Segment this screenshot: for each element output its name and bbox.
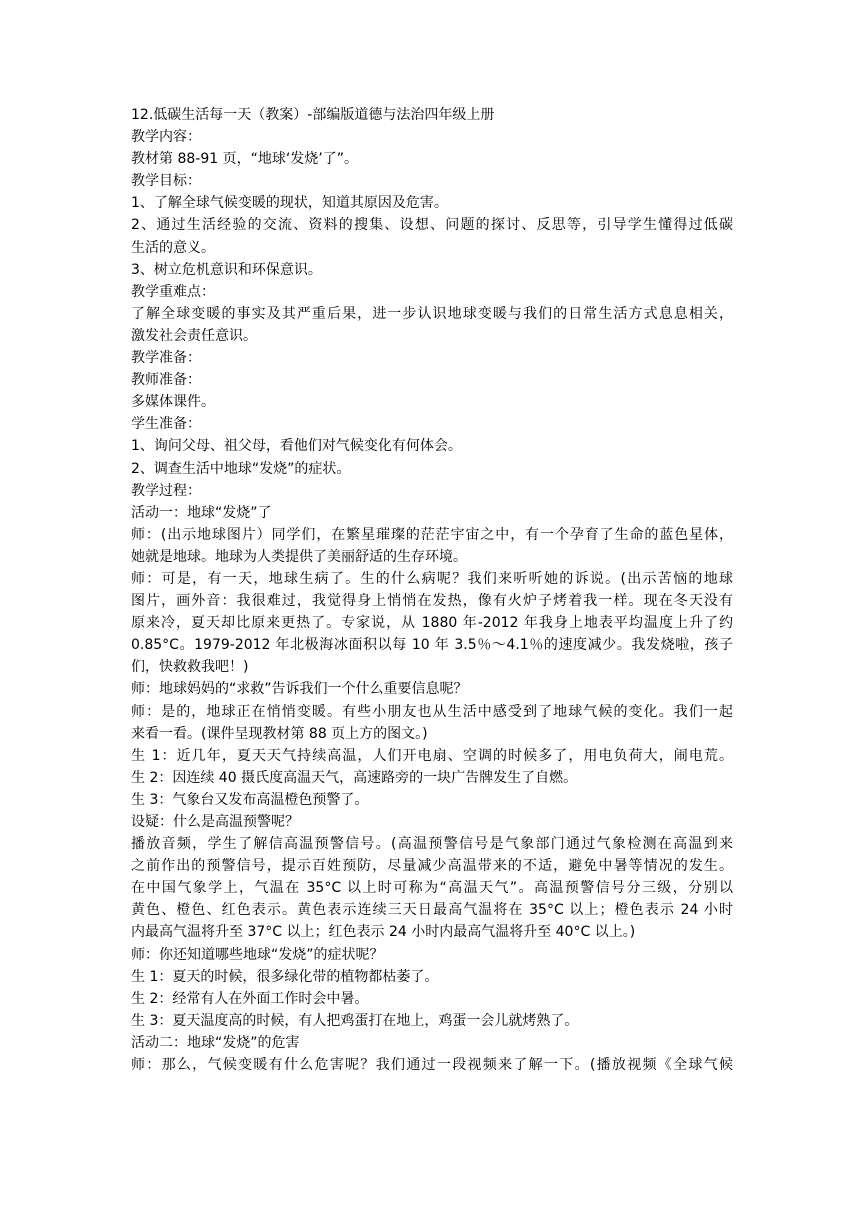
text-line: 生活的意义。: [131, 239, 215, 256]
text-line: 教师准备：: [131, 372, 201, 389]
text-line: 师：你还知道哪些地球“发烧”的症状呢？: [131, 946, 384, 963]
text-line: 多媒体课件。: [131, 394, 215, 411]
text-line: 3、树立危机意识和环保意识。: [131, 261, 322, 278]
text-line: 师：是的，地球正在悄悄变暖。有些小朋友也从生活中感受到了地球气候的变化。我们一起: [131, 703, 733, 720]
text-line: 活动一：地球“发烧”了: [131, 504, 272, 521]
text-line: 教学准备：: [131, 350, 201, 367]
text-line: 2、通过生活经验的交流、资料的搜集、设想、问题的探讨、反思等，引导学生懂得过低碳: [131, 217, 733, 234]
text-line: 原来冷，夏天却比原来更热了。专家说，从 1880 年-2012 年我身上地表平均温度上升了约: [131, 615, 733, 632]
text-line: 1、询问父母、祖父母，看他们对气候变化有何体会。: [131, 438, 462, 455]
text-line: 了解全球变暖的事实及其严重后果，进一步认识地球变暖与我们的日常生活方式息息相关，: [131, 305, 733, 322]
text-line: 生 1：夏天的时候，很多绿化带的植物都枯萎了。: [131, 968, 439, 985]
text-line: 2、调查生活中地球“发烧”的症状。: [131, 460, 351, 477]
text-line: 教学过程：: [131, 482, 201, 499]
text-line: 生 3：夏天温度高的时候，有人把鸡蛋打在地上，鸡蛋一会儿就烤熟了。: [131, 1012, 579, 1029]
text-line: 师：可是，有一天，地球生病了。生的什么病呢？我们来听听她的诉说。(出示苦恼的地球: [131, 570, 733, 587]
text-line: 教学内容：: [131, 129, 201, 146]
text-line: 她就是地球。地球为人类提供了美丽舒适的生存环境。: [131, 548, 467, 565]
text-line: 学生准备：: [131, 416, 201, 433]
text-line: 内最高气温将升至 37°C 以上；红色表示 24 小时内最高气温将升至 40°C 以上。): [131, 924, 636, 941]
document-title: 12.低碳生活每一天（教案）-部编版道德与法治四年级上册: [131, 107, 495, 123]
text-line: 师：那么，气候变暖有什么危害呢？我们通过一段视频来了解一下。(播放视频《全球气候: [131, 1057, 733, 1074]
document-body: [131, 104, 733, 1076]
text-line: 1、了解全球气候变暖的现状，知道其原因及危害。: [131, 195, 448, 212]
text-line: 教学目标：: [131, 173, 201, 190]
text-line: 0.85°C。1979-2012 年北极海冰面积以每 10 年 3.5％～4.1％的速度减少。我发烧啦，孩子: [131, 637, 733, 654]
text-line: 们，快救救我吧！): [131, 659, 249, 676]
text-line: 师：地球妈妈的“求救”告诉我们一个什么重要信息呢？: [131, 681, 468, 698]
text-line: 设疑：什么是高温预警呢？: [131, 814, 299, 830]
text-line: 生 2：因连续 40 摄氏度高温天气，高速路旁的一块广告牌发生了自燃。: [131, 769, 578, 786]
text-line: 黄色、橙色、红色表示。黄色表示连续三天日最高气温将在 35°C 以上；橙色表示 24 小时: [131, 902, 733, 919]
text-line: 生 2：经常有人在外面工作时会中暑。: [131, 990, 369, 1007]
text-line: 图片，画外音：我很难过，我觉得身上悄悄在发热，像有火炉子烤着我一样。现在冬天没有: [131, 593, 733, 610]
text-line: 教材第 88-91 页，“地球‘发烧’了”。: [131, 151, 358, 168]
text-line: 师：(出示地球图片）同学们，在繁星璀璨的茫茫宇宙之中，有一个孕育了生命的蓝色星体，: [131, 526, 733, 543]
text-line: 生 3：气象台又发布高温橙色预警了。: [131, 791, 369, 808]
text-line: 激发社会责任意识。: [131, 327, 257, 344]
text-line: 来看一看。(课件呈现教材第 88 页上方的图文。): [131, 725, 428, 742]
text-line: 教学重难点：: [131, 283, 215, 300]
text-line: 在中国气象学上，气温在 35°C 以上时可称为“高温天气”。高温预警信号分三级，分别以: [131, 880, 733, 897]
text-line: 播放音频，学生了解信高温预警信号。(高温预警信号是气象部门通过气象检测在高温到来: [131, 836, 733, 853]
text-line: 生 1：近几年，夏天天气持续高温，人们开电扇、空调的时候多了，用电负荷大，闹电荒。: [131, 747, 733, 764]
text-line: 活动二：地球“发烧”的危害: [131, 1034, 300, 1051]
text-line: 之前作出的预警信号，提示百姓预防，尽量减少高温带来的不适，避免中暑等情况的发生。: [131, 858, 733, 875]
